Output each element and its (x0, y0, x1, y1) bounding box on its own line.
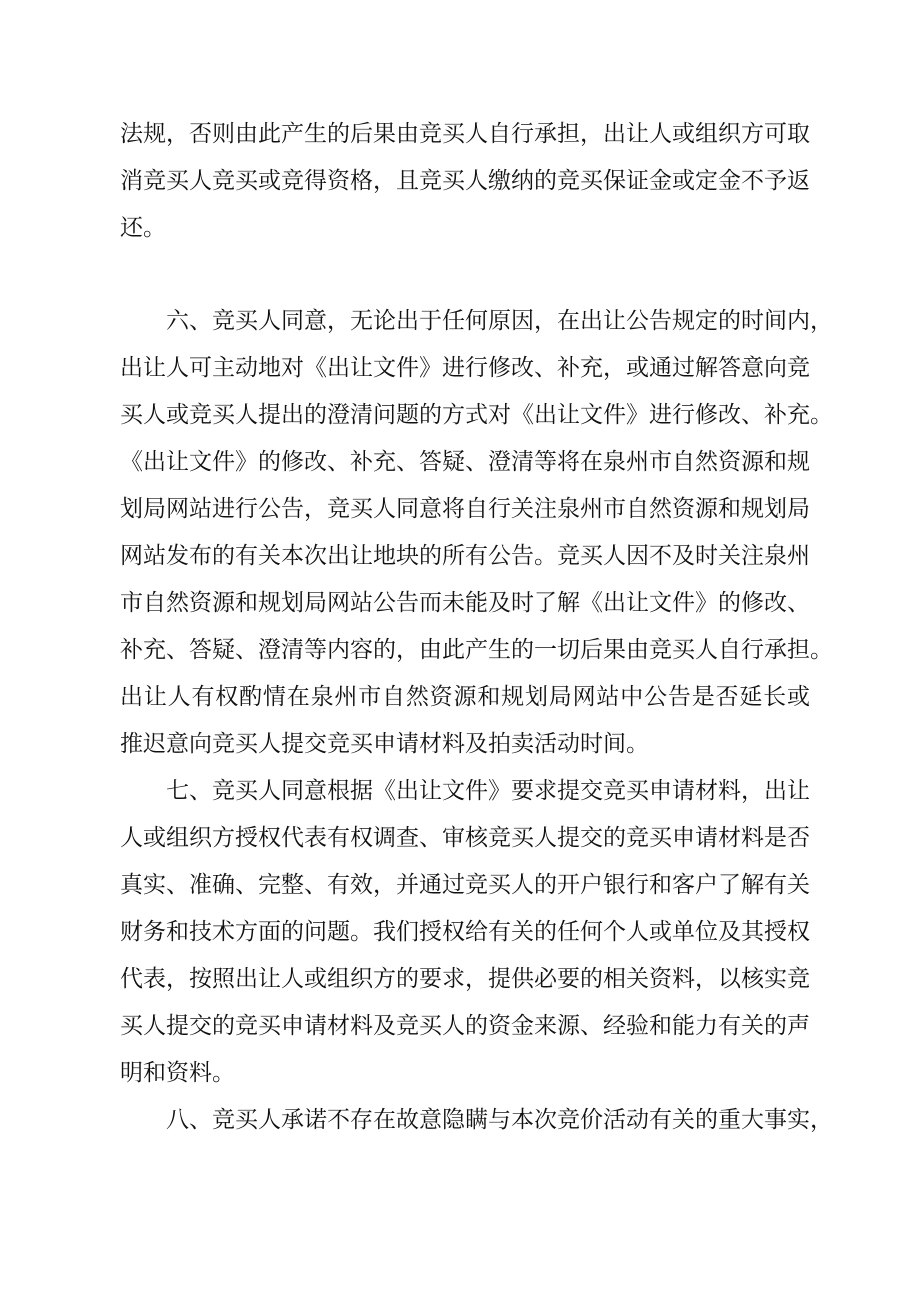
text-line: 划局网站进行公告，竞买人同意将自行关注泉州市自然资源和规划局 (120, 496, 810, 522)
text-line: 市自然资源和规划局网站公告而未能及时了解《出让文件》的修改、 (120, 590, 810, 616)
text-line: 八、竞买人承诺不存在故意隐瞒与本次竞价活动有关的重大事实， (166, 1107, 833, 1133)
paragraph-clause-7 (120, 768, 810, 1097)
text-line: 法规，否则由此产生的后果由竞买人自行承担，出让人或组织方可取 (120, 121, 810, 147)
text-line: 代表，按照出让人或组织方的要求，提供必要的相关资料，以核实竞 (120, 966, 810, 992)
text-line: 还。 (120, 215, 166, 241)
text-line: 消竞买人竞买或竞得资格，且竞买人缴纳的竞买保证金或定金不予返 (120, 168, 810, 194)
text-line: 明和资料。 (120, 1060, 235, 1086)
text-line: 买人或竞买人提出的澄清问题的方式对《出让文件》进行修改、补充。 (120, 402, 833, 428)
paragraph-clause-6 (120, 298, 833, 768)
text-line: 补充、答疑、澄清等内容的，由此产生的一切后果由竞买人自行承担。 (120, 637, 833, 663)
text-line: 推迟意向竞买人提交竞买申请材料及拍卖活动时间。 (120, 731, 649, 757)
text-line: 真实、准确、完整、有效，并通过竞买人的开户银行和客户了解有关 (120, 872, 810, 898)
text-line: 买人提交的竞买申请材料及竞买人的资金来源、经验和能力有关的声 (120, 1013, 810, 1039)
paragraph-clause-8 (120, 1097, 833, 1144)
text-line: 出让人可主动地对《出让文件》进行修改、补充，或通过解答意向竞 (120, 355, 810, 381)
text-line: 七、竞买人同意根据《出让文件》要求提交竞买申请材料，出让 (166, 778, 810, 804)
text-line: 《出让文件》的修改、补充、答疑、澄清等将在泉州市自然资源和规 (120, 449, 810, 475)
document-body (120, 111, 833, 1144)
text-line: 网站发布的有关本次出让地块的所有公告。竞买人因不及时关注泉州 (120, 543, 810, 569)
text-line: 六、竞买人同意，无论出于任何原因，在出让公告规定的时间内， (166, 308, 833, 334)
text-line: 财务和技术方面的问题。我们授权给有关的任何个人或单位及其授权 (120, 919, 810, 945)
text-line: 出让人有权酌情在泉州市自然资源和规划局网站中公告是否延长或 (120, 684, 810, 710)
text-line: 人或组织方授权代表有权调查、审核竞买人提交的竞买申请材料是否 (120, 825, 810, 851)
paragraph-continuation (120, 111, 810, 252)
